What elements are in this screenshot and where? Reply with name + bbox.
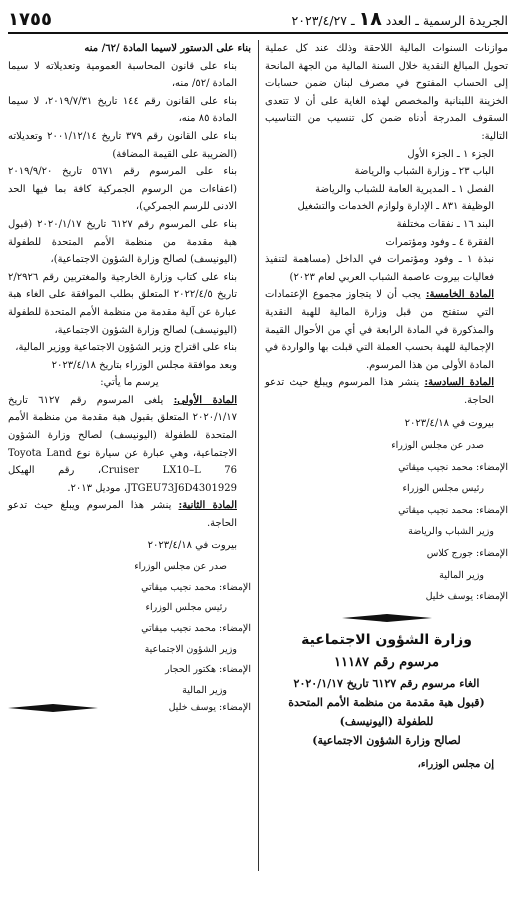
signature-line: صدر عن مجلس الوزراء <box>391 440 484 452</box>
end-ornament <box>8 704 98 712</box>
article-2-text: ينشر هذا المرسوم ويبلغ حيث تدعو الحاجة. <box>8 500 237 530</box>
signature-line: الإمضاء: محمد نجيب ميقاتي <box>141 581 251 593</box>
preamble-paragraph: بناء على القانون رقم ١٤٤ تاريخ ٢٠١٩/٧/٣١، لا سيما المادة ٨٥ منه، <box>8 95 237 125</box>
article-2-label: المادة الثانية: <box>178 500 237 512</box>
budget-line: الوظيفة ٨٣١ ـ الإدارة ولوازم الخدمات والتشغيل <box>297 201 494 213</box>
signature-line: رئيس مجلس الوزراء <box>145 602 227 614</box>
decrees-line: يرسم ما يأتي: <box>100 377 159 389</box>
issue-place-date: بيروت في ٢٠٢٣/٤/١٨ <box>147 539 237 551</box>
signature-line: صدر عن مجلس الوزراء <box>134 561 227 573</box>
ministry-heading: وزارة الشؤون الاجتماعية <box>301 631 472 648</box>
signature-line: وزير الشباب والرياضة <box>408 526 494 538</box>
divider-ornament <box>342 614 432 622</box>
signature-line: وزير المالية <box>439 569 484 581</box>
decree-title: الغاء مرسوم رقم ٦١٢٧ تاريخ ٢٠٢٠/١/١٧ <box>293 676 480 690</box>
article-2 <box>8 497 251 532</box>
signature-line: الإمضاء: يوسف خليل <box>425 591 508 603</box>
preamble-paragraph: بناء على قانون المحاسبة العمومية وتعديلاته لا سيما المادة /٥٢/ منه، <box>8 60 237 90</box>
last-signature-row <box>8 699 251 717</box>
approval-line: وبعد موافقة مجلس الوزراء بتاريخ ٢٠٢٣/٤/١٨ <box>51 359 237 371</box>
budget-line: الباب ٢٣ ـ وزارة الشباب والرياضة <box>354 166 494 178</box>
signature-line: الإمضاء: محمد نجيب ميقاتي <box>398 504 508 516</box>
article-6-label: المادة السادسة: <box>424 377 494 389</box>
column-divider <box>258 40 259 871</box>
decree-number: مرسوم رقم ١١١٨٧ <box>334 654 439 670</box>
signature-line: وزير المالية <box>182 684 227 696</box>
decree-subtitle: (قبول هبة مقدمة من منظمة الأمم المتحدة <box>288 695 485 709</box>
preamble-paragraph: بناء على القانون رقم ٣٧٩ تاريخ ٢٠٠١/١٢/١٤ وتعديلاته (الضريبة على القيمة المضافة) <box>8 130 237 160</box>
signature-line: الإمضاء: محمد نجيب ميقاتي <box>398 461 508 473</box>
preamble-paragraph: بناء على المرسوم رقم ٥٦٧١ تاريخ ٢٠١٩/٩/٢٠ (اعفاءات من الرسوم الجمركية كافة بما فيها الحد الادنى للرسم الجمركي)، <box>8 166 237 213</box>
budget-line: الجزء ١ ـ الجزء الأول <box>407 148 494 160</box>
issue-place-date: بيروت في ٢٠٢٣/٤/١٨ <box>404 418 494 430</box>
left-column <box>8 40 251 923</box>
gazette-title <box>292 8 508 30</box>
budget-line: الفقرة ٤ ـ وفود ومؤتمرات <box>385 236 494 248</box>
issue-number: ١٨ <box>358 8 382 30</box>
preamble-paragraph: بناء على الدستور لاسيما المادة /٦٢/ منه <box>84 43 251 54</box>
article-1 <box>8 392 251 498</box>
signature-line: رئيس مجلس الوزراء <box>402 483 484 495</box>
decree-subtitle: للطفولة (اليونيسف) <box>339 714 434 728</box>
page-number: ١٧٥٥ <box>8 8 52 30</box>
right-column <box>265 40 508 923</box>
decree-subtitle: لصالح وزارة الشؤون الاجتماعية) <box>312 733 461 747</box>
article-6 <box>265 374 508 409</box>
signature-line: الإمضاء: يوسف خليل <box>168 702 251 714</box>
signature-line: الإمضاء: جورج كلاس <box>426 548 508 560</box>
issue-date: ـ ٢٠٢٣/٤/٢٧ <box>291 13 355 28</box>
article-5-text: يجب أن لا يتجاوز مجموع الإعتمادات التي ستفتح من قبل وزارة المالية للهبة النقدية والمذكورة في المادة الرابعة في أي من الأحوال القيمة الإجمالية للهبة بحسب العملة التي قبلت بها والواردة في المادة الأولى من هذا المرسوم. <box>265 289 494 371</box>
budget-line: الفصل ١ ـ المديرية العامة للشباب والرياضة <box>315 183 494 195</box>
preamble-paragraph: بناء على اقتراح وزير الشؤون الاجتماعية ووزير المالية، <box>15 342 237 354</box>
item-note: نبذة ١ ـ وفود ومؤتمرات في الداخل (مساهمة لتنفيذ فعاليات بيروت عاصمة الشباب العربي لعام ٢٠٢٣) <box>265 254 494 283</box>
signature-line: وزير الشؤون الاجتماعية <box>144 643 237 655</box>
budget-line: البند ١٦ ـ نفقات مختلفة <box>396 218 494 230</box>
intro-paragraph: موازنات السنوات المالية اللاحقة وذلك عند كل عملية تحويل المبالغ النقدية خلال السنة المالية من الجهة المانحة إلى الحساب المفتوح في مصرف لبنان ضمن حسابات الخزينة اللبنانية والمخصص لهذه الغاية على أن لا تتعدى السقوف المدرجة أدناه ضمن كل تنسيب من التناسيب التالية: <box>265 43 508 142</box>
article-5-label: المادة الخامسة: <box>425 289 494 301</box>
preamble-paragraph: بناء على كتاب وزارة الخارجية والمغتربين رقم ٢/٢٩٢٦ تاريخ ٢٠٢٢/٤/٥ المتعلق بطلب الموافقة على الغاء هبة عبارة عن آلية مقدمة من منظمة الأمم المتحدة للطفولة (اليونيسف) لصالح وزارة الشؤون الاجتماعية، <box>8 271 238 336</box>
article-6-text: ينشر هذا المرسوم ويبلغ حيث تدعو الحاجة. <box>265 377 494 406</box>
section-divider <box>265 614 508 622</box>
article-5 <box>265 286 508 374</box>
title-prefix: الجريدة الرسمية ـ العدد <box>385 13 508 28</box>
article-1-label: المادة الأولى: <box>173 394 237 406</box>
council-line: إن مجلس الوزراء، <box>417 758 494 770</box>
article-1-text: يلغى المرسوم رقم ٦١٢٧ تاريخ ٢٠٢٠/١/١٧ المتعلق بقبول هبة مقدمة من منظمة الأمم المتحدة للطفولة (اليونيسف) لصالح وزارة الشؤون الاجتماعية، وهي عبارة عن سيارة نوع Toyota Land Cruiser LX10–L 76، رقم الهيكل JTGEU73J6D4301929، موديل ٢٠١٣. <box>8 394 238 494</box>
preamble-paragraph: بناء على المرسوم رقم ٦١٢٧ تاريخ ٢٠٢٠/١/١٧ (قبول هبة مقدمة من منظمة الأمم المتحدة للطفولة (اليونيسف) لصالح وزارة الشؤون الاجتماعية)، <box>8 218 237 266</box>
signature-line: الإمضاء: محمد نجيب ميقاتي <box>141 623 251 634</box>
signature-line: الإمضاء: هكتور الحجار <box>165 664 251 676</box>
page-header <box>8 6 508 34</box>
